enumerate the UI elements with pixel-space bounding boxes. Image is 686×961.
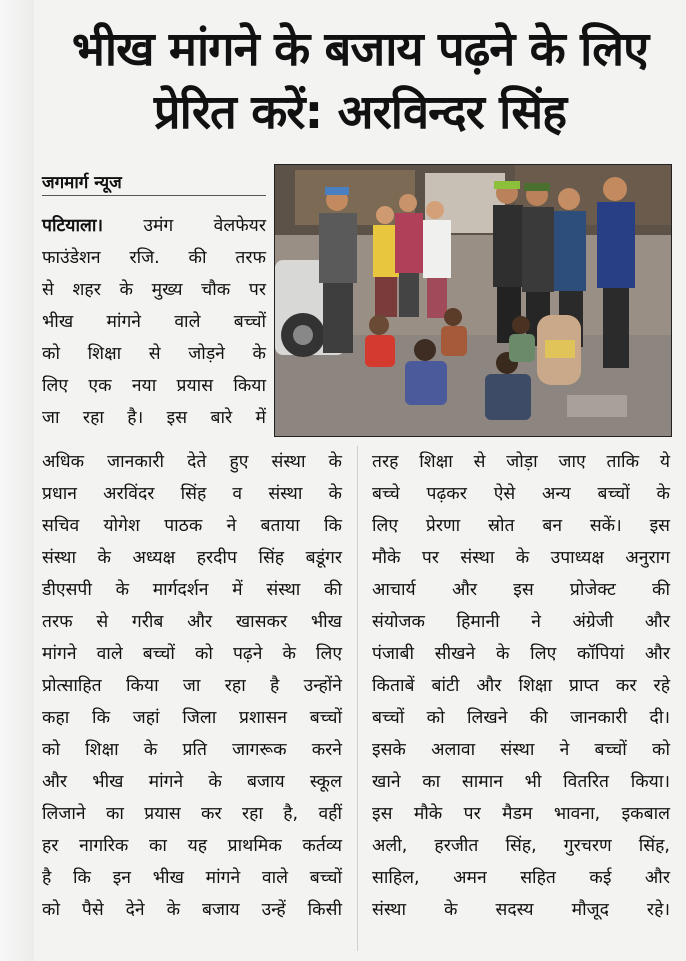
left-column-line: को पैसे देने के बजाय उन्हें किसी [42, 900, 342, 920]
left-column-line: लिजाने का प्रयास कर रहा है, वहीं [42, 804, 342, 824]
right-column-line: संयोजक हिमानी ने अंग्रेजी और [372, 612, 670, 632]
right-column-line: बच्चों को लिखने की जानकारी दी। [372, 708, 670, 728]
left-column-line: हर नागरिक का यह प्राथमिक कर्तव्य [42, 836, 342, 856]
column-divider [357, 446, 358, 951]
headline-line-1: भीख मांगने के बजाय पढ़ने के लिए [71, 22, 649, 77]
dateline: पटियाला। [42, 216, 104, 236]
headline-line-2: प्रेरित करें: अरविन्दर सिंह [153, 85, 567, 140]
right-column-line: अली, हरजीत सिंह, गुरचरण सिंह, [372, 836, 670, 856]
intro-line: लिए एक नया प्रयास किया [42, 376, 266, 396]
right-column-line: पंजाबी सीखने के लिए कॉपियां और [372, 644, 670, 664]
left-column-line: सचिव योगेश पाठक ने बताया कि [42, 516, 342, 536]
intro-line: फाउंडेशन रजि. की तरफ [42, 248, 266, 268]
left-column-line: है कि इन भीख मांगने वाले बच्चों [42, 868, 342, 888]
intro-line: से शहर के मुख्य चौक पर [42, 280, 266, 300]
page-edge [0, 0, 34, 961]
right-column-line: साहिल, अमन सहित कई और [372, 868, 670, 888]
left-column-line: अधिक जानकारी देते हुए संस्था के [42, 452, 342, 472]
right-column-line: खाने का सामान भी वितरित किया। [372, 772, 670, 792]
left-column-line: प्रधान अरविंदर सिंह व संस्था के [42, 484, 342, 504]
photo-illustration [275, 165, 671, 436]
left-column-line: और भीख मांगने के बजाय स्कूल [42, 772, 342, 792]
article-intro [42, 210, 266, 434]
left-column-line: को शिक्षा के प्रति जागरूक करने [42, 740, 342, 760]
article-column-right [372, 446, 670, 926]
intro-line: को शिक्षा से जोड़ने के [42, 344, 266, 364]
byline-rule [42, 195, 266, 196]
right-column-line: लिए प्रेरणा स्रोत बन सकें। इस [372, 516, 670, 536]
right-column-line: इस मौके पर मैडम भावना, इकबाल [372, 804, 670, 824]
right-column-line: मौके पर संस्था के उपाध्यक्ष अनुराग [372, 548, 670, 568]
left-column-line: प्रोत्साहित किया जा रहा है उन्होंने [42, 676, 342, 696]
headline [34, 18, 686, 144]
right-column-line: किताबें बांटी और शिक्षा प्राप्त कर रहे [372, 676, 670, 696]
intro-text: उमंग वेलफेयर [103, 216, 266, 236]
right-column-line: तरह शिक्षा से जोड़ा जाए ताकि ये [372, 452, 670, 472]
right-column-line: बच्चे पढ़कर ऐसे अन्य बच्चों के [372, 484, 670, 504]
byline: जगमार्ग न्यूज [42, 173, 122, 193]
right-column-line: इसके अलावा संस्था ने बच्चों को [372, 740, 670, 760]
article-column-left [42, 446, 342, 926]
left-column-line: कहा कि जहां जिला प्रशासन बच्चों [42, 708, 342, 728]
news-photo [274, 164, 672, 437]
intro-line [42, 210, 266, 242]
right-column-line: संस्था के सदस्य मौजूद रहे। [372, 900, 670, 920]
left-column-line: संस्था के अध्यक्ष हरदीप सिंह बडूंगर [42, 548, 342, 568]
right-column-line: आचार्य और इस प्रोजेक्ट की [372, 580, 670, 600]
left-column-line: मांगने वाले बच्चों को पढ़ने के लिए [42, 644, 342, 664]
left-column-line: डीएसपी के मार्गदर्शन में संस्था की [42, 580, 342, 600]
intro-line: जा रहा है। इस बारे में [42, 408, 266, 428]
intro-line: भीख मांगने वाले बच्चों [42, 312, 266, 332]
left-column-line: तरफ से गरीब और खासकर भीख [42, 612, 342, 632]
